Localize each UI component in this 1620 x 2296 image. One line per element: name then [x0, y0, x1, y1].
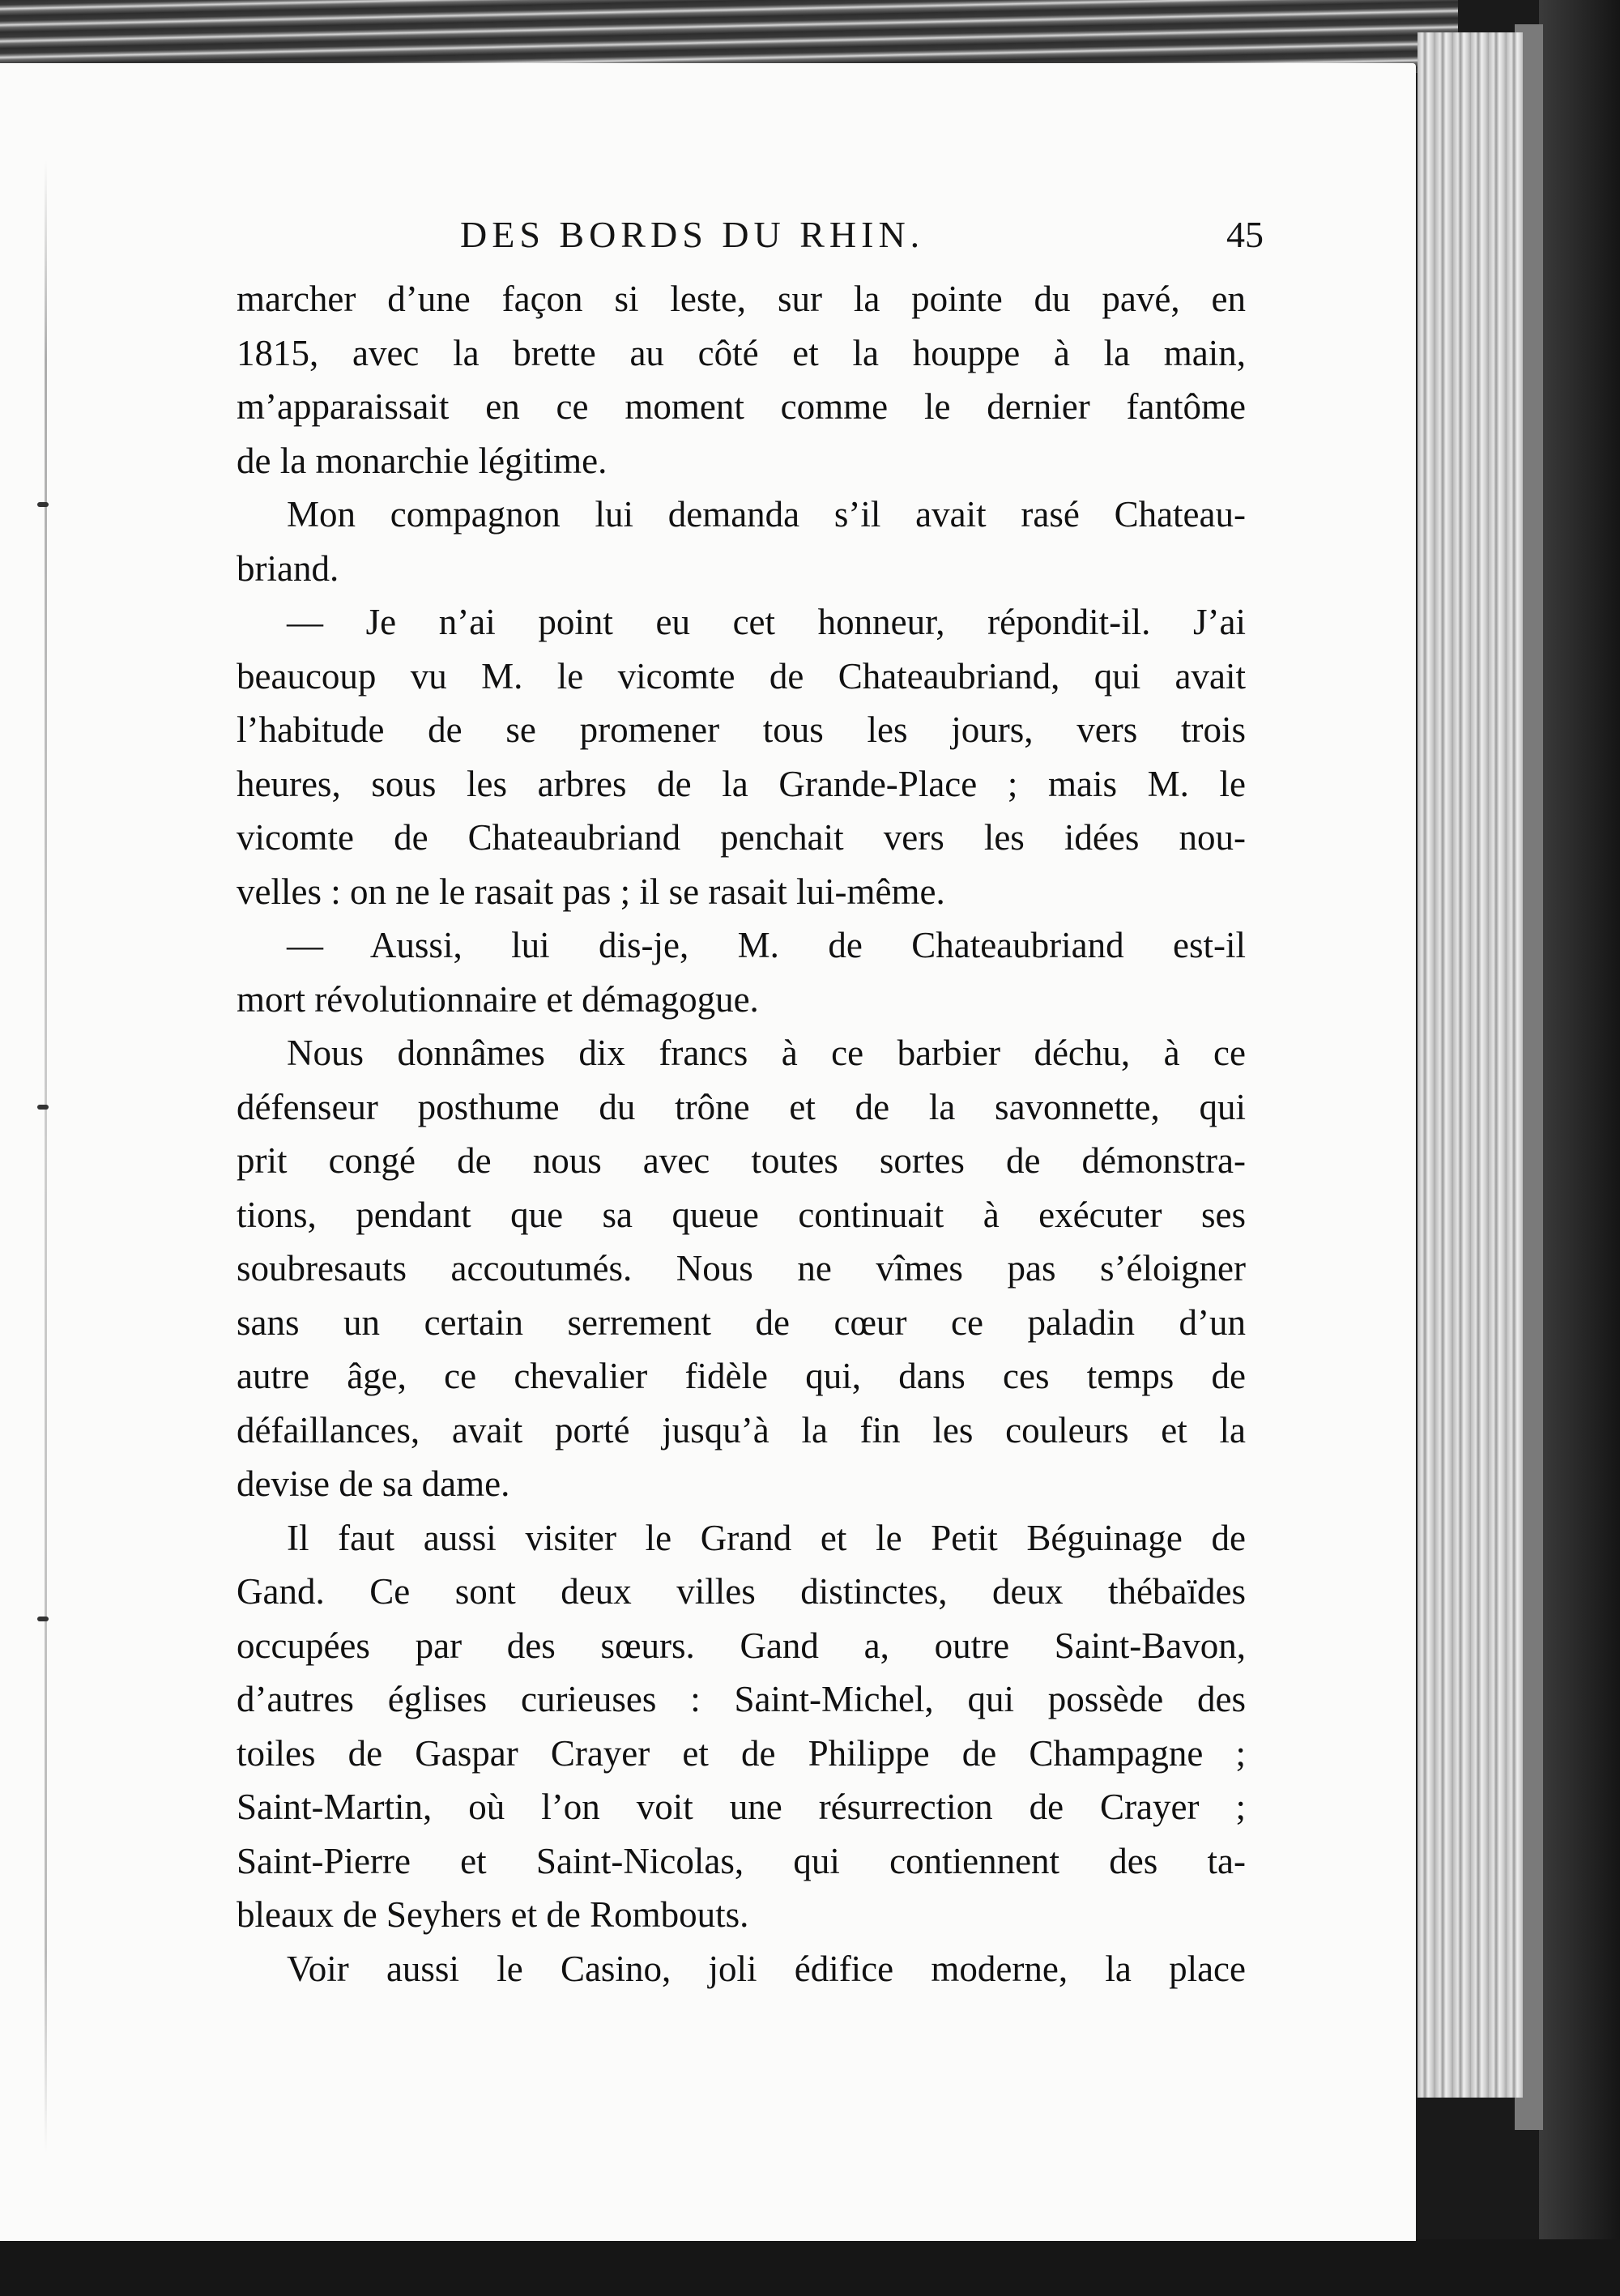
- text-line: sans un certain serrement de cœur ce paladin d’un: [237, 1301, 1246, 1343]
- text-line: vicomte de Chateaubriand penchait vers les idées nou-: [237, 817, 1246, 858]
- page-number: 45: [1226, 214, 1264, 255]
- text-line: Il faut aussi visiter le Grand et le Petit Béguinage de: [287, 1517, 1246, 1558]
- running-head: [235, 213, 1288, 262]
- text-line: Gand. Ce sont deux villes distinctes, deux thébaïdes: [237, 1571, 1246, 1612]
- text-line: prit congé de nous avec toutes sortes de démonstra-: [237, 1140, 1246, 1181]
- text-line: soubresauts accoutumés. Nous ne vîmes pas s’éloigner: [237, 1248, 1246, 1289]
- text-line: — Je n’ai point eu cet honneur, répondit-il. J’ai: [287, 602, 1246, 642]
- text-line: d’autres églises curieuses : Saint-Michel, qui possède des: [237, 1679, 1246, 1719]
- text-line: défenseur posthume du trône et de la savonnette, qui: [237, 1086, 1246, 1127]
- running-head-title: DES BORDS DU RHIN.: [460, 214, 925, 255]
- text-line: Saint-Pierre et Saint-Nicolas, qui contiennent des ta-: [237, 1840, 1246, 1881]
- text-line: marcher d’une façon si leste, sur la pointe du pavé, en: [237, 279, 1246, 319]
- text-line: tions, pendant que sa queue continuait à exécuter ses: [237, 1194, 1246, 1235]
- text-line: velles : on ne le rasait pas ; il se rasait lui-même.: [237, 871, 945, 912]
- gutter-fold: [45, 160, 47, 2153]
- text-line: Saint-Martin, où l’on voit une résurrection de Crayer ;: [237, 1787, 1246, 1827]
- body-text: [237, 272, 1246, 1996]
- text-line: Nous donnâmes dix francs à ce barbier déchu, à ce: [287, 1033, 1246, 1073]
- book-top-edge: [0, 0, 1458, 73]
- text-line: devise de sa dame.: [237, 1463, 510, 1504]
- text-line: — Aussi, lui dis-je, M. de Chateaubriand est-il: [287, 925, 1246, 965]
- book-cover-right: [1539, 0, 1620, 2296]
- text-line: heures, sous les arbres de la Grande-Place ; mais M. le: [237, 763, 1246, 804]
- text-line: Mon compagnon lui demanda s’il avait rasé Chateau-: [287, 494, 1246, 535]
- background-bottom: [0, 2239, 1620, 2296]
- text-line: défaillances, avait porté jusqu’à la fin les couleurs et la: [237, 1409, 1246, 1450]
- text-line: briand.: [237, 547, 339, 589]
- text-line: autre âge, ce chevalier fidèle qui, dans ces temps de: [237, 1356, 1246, 1396]
- margin-mark: [37, 502, 49, 507]
- text-line: l’habitude de se promener tous les jours, vers trois: [237, 709, 1246, 750]
- page-block-fore-edge: [1418, 32, 1523, 2098]
- margin-mark: [37, 1617, 49, 1621]
- text-line: occupées par des sœurs. Gand a, outre Saint-Bavon,: [237, 1625, 1246, 1666]
- text-line: mort révolutionnaire et démagogue.: [237, 978, 759, 1020]
- text-line: beaucoup vu M. le vicomte de Chateaubriand, qui avait: [237, 655, 1246, 696]
- margin-mark: [37, 1105, 49, 1110]
- text-line: toiles de Gaspar Crayer et de Philippe de Champagne ;: [237, 1732, 1246, 1774]
- text-line: m’apparaissait en ce moment comme le dernier fantôme: [237, 386, 1246, 427]
- text-line: Voir aussi le Casino, joli édifice moderne, la place: [287, 1948, 1246, 1989]
- text-line: de la monarchie légitime.: [237, 440, 608, 481]
- text-line: bleaux de Seyhers et de Rombouts.: [237, 1894, 749, 1935]
- text-line: 1815, avec la brette au côté et la houppe à la main,: [237, 332, 1246, 373]
